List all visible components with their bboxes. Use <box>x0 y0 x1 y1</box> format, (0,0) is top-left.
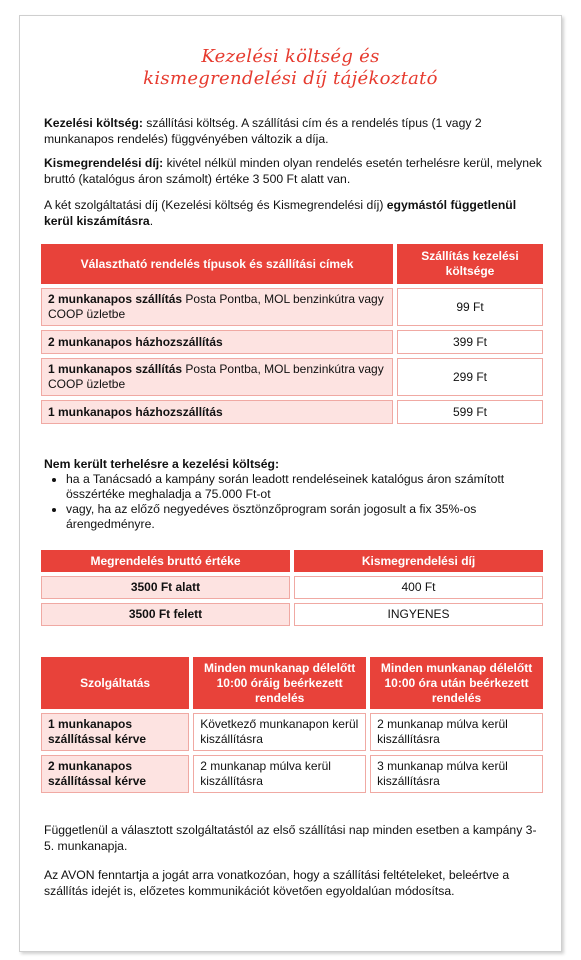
table-row <box>41 288 543 326</box>
info-card <box>19 15 562 952</box>
shipping-cost-cell: 299 Ft <box>397 358 543 396</box>
list-item: • vagy, ha az előző negyedéves ösztönzőprogram során jogosult a fix 35%-os árengedményre. <box>66 502 544 532</box>
first-delivery-note: Függetlenül a választott szolgáltatástól az első szállítási nap minden esetben a kampány 3-5. munkanapja. <box>44 823 537 853</box>
shipping-cost-cell: 599 Ft <box>397 400 543 424</box>
handling-fee-text: szállítási költség. A szállítási cím és a rendelés típus (1 vagy 2 munkanapos rendelés) függvényében változik a díja. <box>44 116 482 146</box>
table-row <box>41 576 543 599</box>
service-cell: 2 munkanapos szállítással kérve <box>41 755 189 793</box>
before-10-header: Minden munkanap délelőtt 10:00 óráig beérkezett rendelés <box>193 657 366 709</box>
table-row <box>41 358 543 396</box>
title-line-1: Kezelési költség és <box>201 46 380 67</box>
shipping-type-text: Posta Pontba, MOL benzinkútra vagy COOP üzletbe <box>48 362 384 391</box>
exemption-section <box>44 457 544 532</box>
shipping-cost-table <box>37 240 547 428</box>
shipping-type-cell <box>41 288 393 326</box>
table-row <box>41 330 543 354</box>
shipping-type-bold: 2 munkanapos házhozszállítás <box>48 334 223 349</box>
handling-fee-label: Kezelési költség: <box>44 116 143 130</box>
small-order-fee-paragraph <box>44 155 544 187</box>
table-row <box>41 400 543 424</box>
shipping-type-cell <box>41 358 393 396</box>
handling-fee-paragraph <box>44 115 544 147</box>
shipping-type-text: Posta Pontba, MOL benzinkútra vagy COOP üzletbe <box>48 292 384 321</box>
small-order-fee-header: Kismegrendelési díj <box>294 550 543 572</box>
shipping-type-cell <box>41 330 393 354</box>
before-10-cell: 2 munkanap múlva kerül kiszállításra <box>193 755 366 793</box>
table-row <box>41 755 543 793</box>
avon-disclaimer: Az AVON fenntartja a jogát arra vonatkozóan, hogy a szállítási feltételeket, beleértve a szállítás idejét is, előzetes kommunikációt követően egyoldalúan módosítsa. <box>44 868 510 898</box>
delivery-time-table <box>37 653 547 797</box>
small-order-fee-table <box>37 546 547 630</box>
order-value-header: Megrendelés bruttó értéke <box>41 550 290 572</box>
fee-cell: INGYENES <box>294 603 543 626</box>
shipping-cost-cell: 399 Ft <box>397 330 543 354</box>
page-title <box>20 46 561 90</box>
list-item: • ha a Tanácsadó a kampány során leadott rendeléseinek katalógus áron számított összértéke meghaladja a 75.000 Ft-ot <box>66 472 544 502</box>
after-10-cell: 3 munkanap múlva kerül kiszállításra <box>370 755 543 793</box>
table-row <box>41 713 543 751</box>
small-order-fee-label: Kismegrendelési díj: <box>44 156 164 170</box>
after-10-header: Minden munkanap délelőtt 10:00 óra után beérkezett rendelés <box>370 657 543 709</box>
table-row <box>41 603 543 626</box>
shipping-type-bold: 1 munkanapos szállítás <box>48 362 183 376</box>
independent-bold: egymástól függetlenül kerül kiszámításra <box>44 198 517 228</box>
order-value-cell: 3500 Ft alatt <box>41 576 290 599</box>
shipping-type-bold: 1 munkanapos házhozszállítás <box>48 404 223 419</box>
shipping-cost-header: Szállítás kezelési költsége <box>397 244 543 284</box>
exemption-heading: Nem került terhelésre a kezelési költség: <box>44 457 280 471</box>
title-line-2: kismegrendelési díj tájékoztató <box>143 68 438 89</box>
shipping-type-bold: 2 munkanapos szállítás <box>48 292 183 306</box>
service-header: Szolgáltatás <box>41 657 189 709</box>
shipping-cost-cell: 99 Ft <box>397 288 543 326</box>
order-value-cell: 3500 Ft felett <box>41 603 290 626</box>
independent-text: A két szolgáltatási díj (Kezelési költség és Kismegrendelési díj) <box>44 198 387 212</box>
service-cell: 1 munkanapos szállítással kérve <box>41 713 189 751</box>
after-10-cell: 2 munkanap múlva kerül kiszállításra <box>370 713 543 751</box>
independent-calculation-paragraph <box>44 197 544 229</box>
fee-cell: 400 Ft <box>294 576 543 599</box>
independent-end: . <box>149 214 154 228</box>
shipping-type-cell <box>41 400 393 424</box>
small-order-fee-text: kivétel nélkül minden olyan rendelés esetén terhelésre kerül, melynek bruttó (katalógus áron számolt) értéke 3 500 Ft alatt van. <box>44 156 542 186</box>
exemption-list <box>44 472 544 532</box>
shipping-type-header: Választható rendelés típusok és szállítási címek <box>41 244 393 284</box>
before-10-cell: Következő munkanapon kerül kiszállításra <box>193 713 366 751</box>
